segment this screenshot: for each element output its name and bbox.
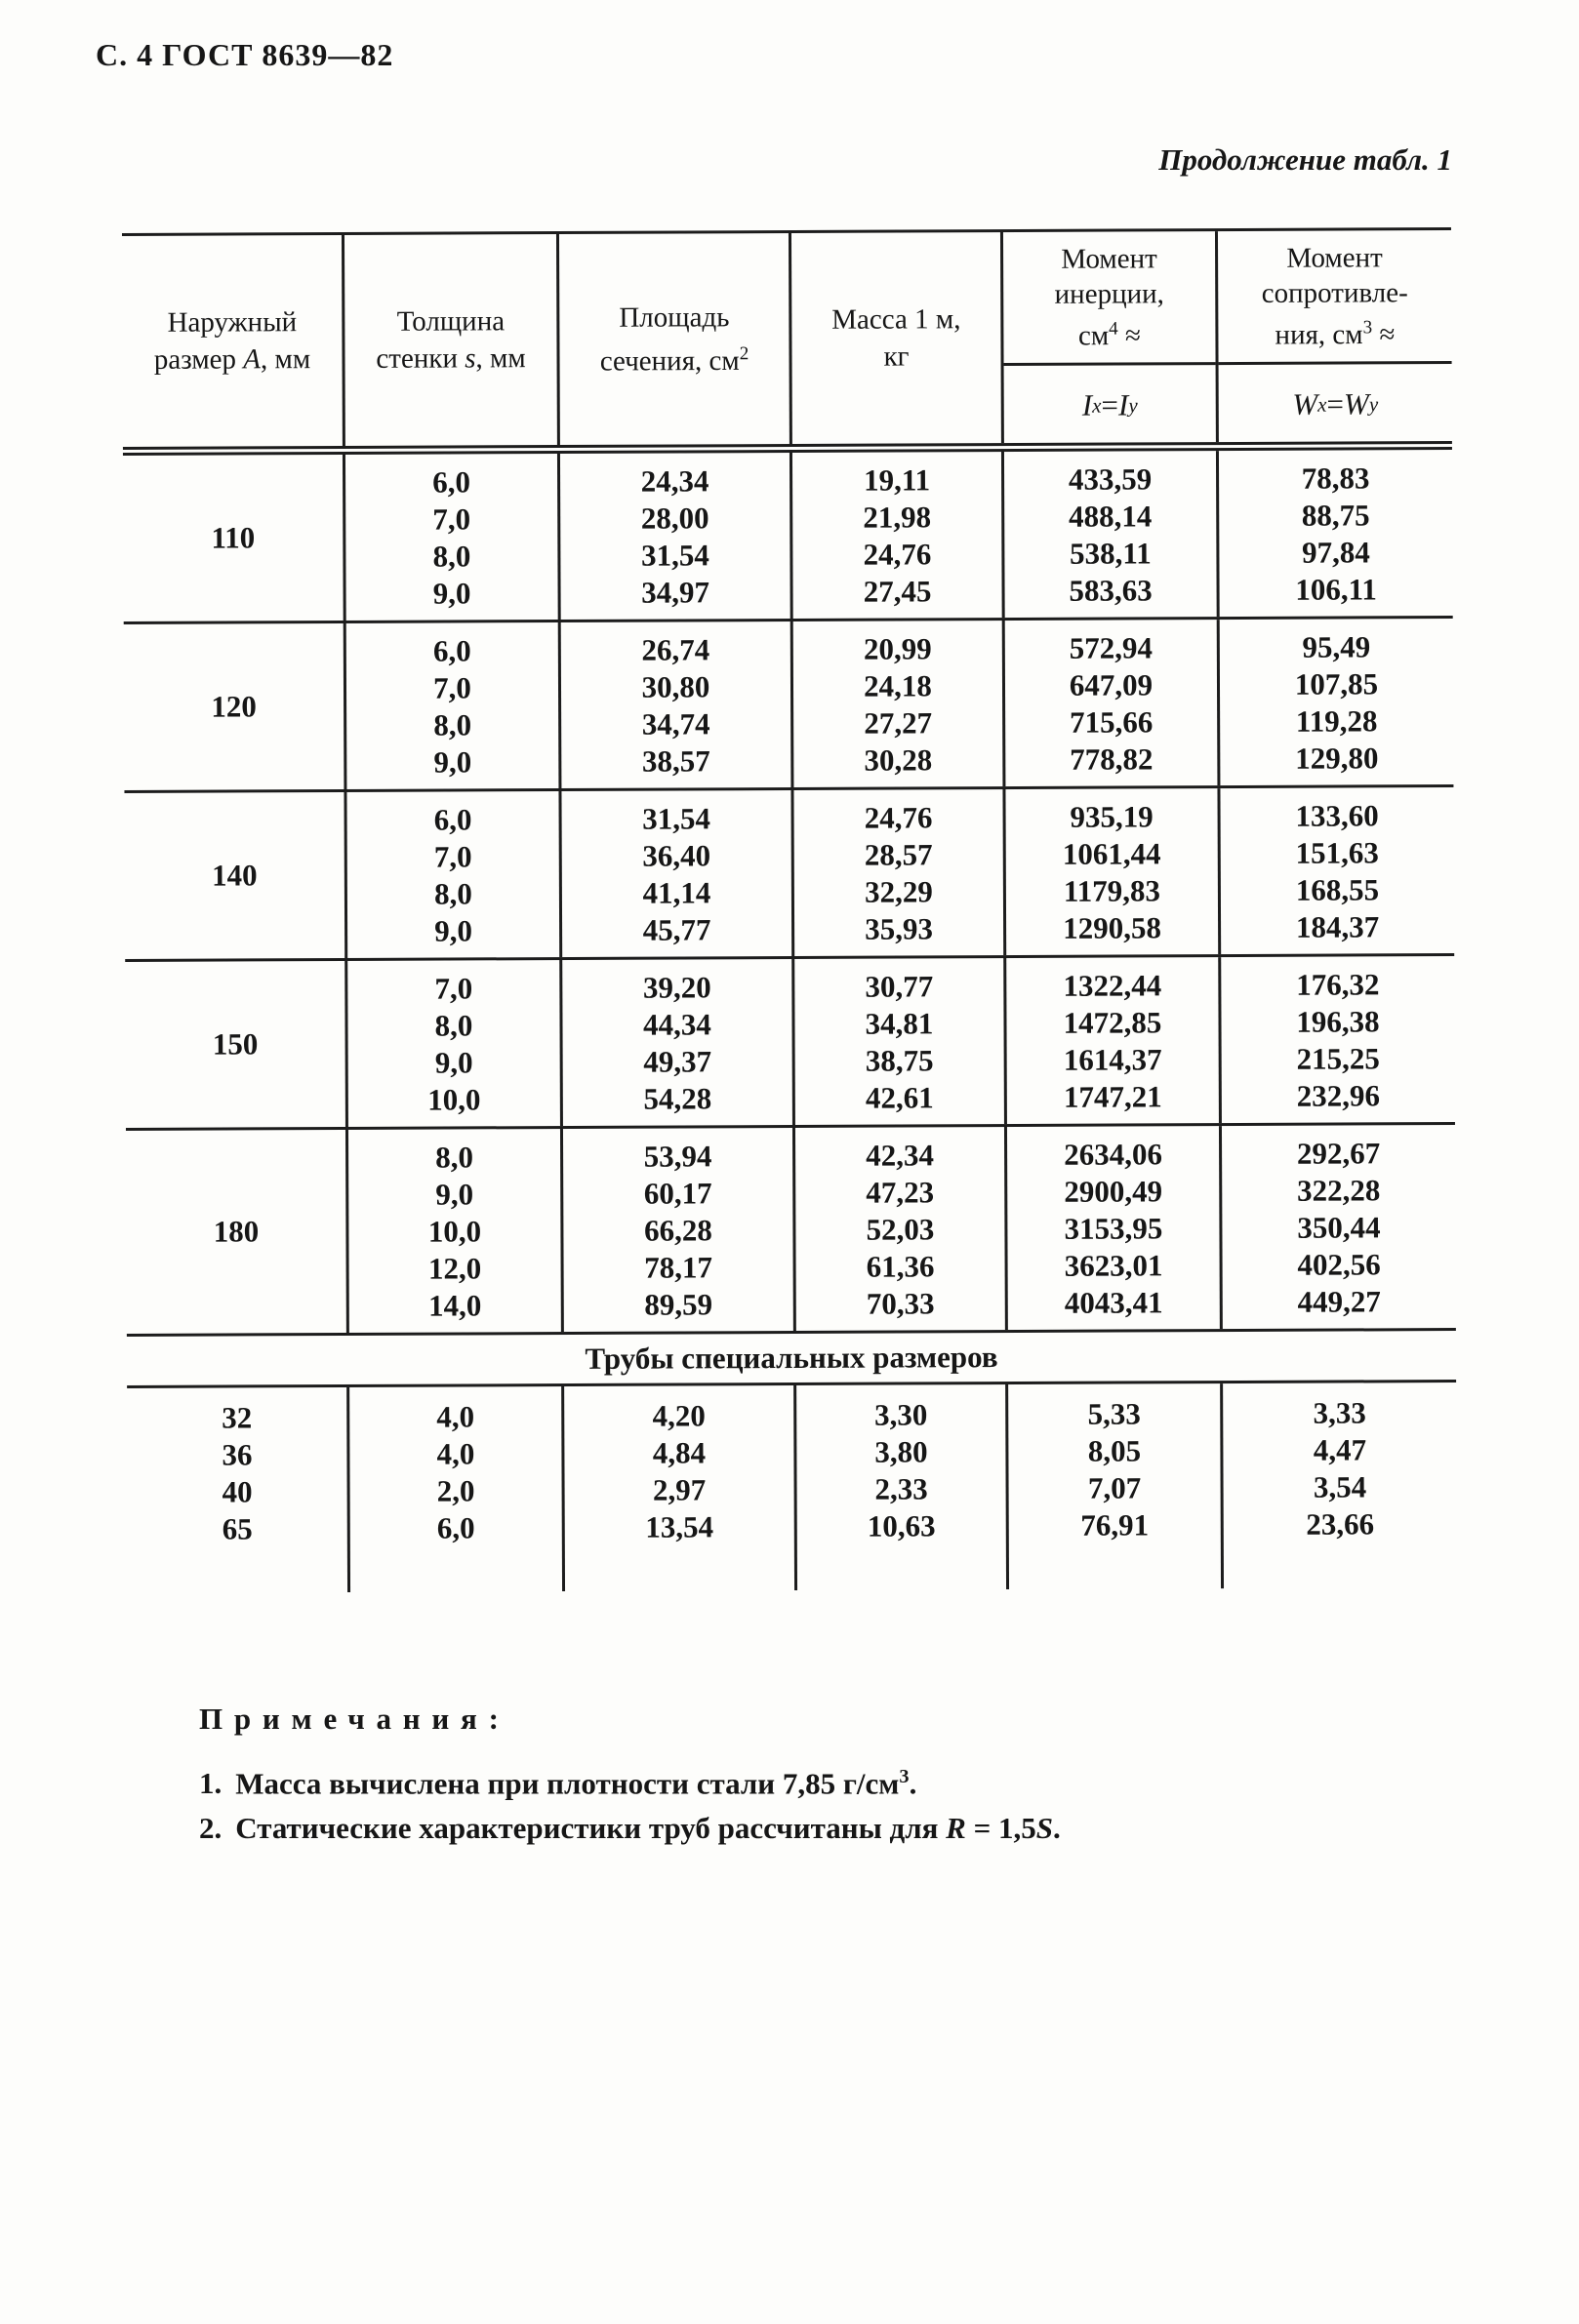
table-cell: 14,0 (428, 1288, 482, 1323)
table-cell: 34,74 (641, 706, 710, 741)
section-area-cells (559, 959, 792, 1126)
resistance-cells (1219, 1125, 1456, 1329)
table-cell: 89,59 (644, 1287, 713, 1322)
outer-size-cell: 110 (211, 520, 256, 555)
size-group-140 (124, 784, 1454, 959)
table-cell: 60,17 (643, 1176, 712, 1211)
table-cell: 38,57 (641, 743, 710, 779)
table-cell: 31,54 (642, 801, 711, 836)
special-sizes-section-title: Трубы специальных размеров (127, 1328, 1456, 1388)
table-cell: 2,97 (652, 1472, 707, 1507)
table-cell: 1472,85 (1063, 1005, 1162, 1040)
table-cell: 65 (222, 1511, 253, 1546)
table-cell: 42,34 (866, 1138, 935, 1173)
header-inertia-moment (1000, 231, 1216, 443)
table-cell: 2900,49 (1064, 1174, 1163, 1209)
table-cell: 24,34 (640, 463, 709, 499)
table-cell: 10,63 (867, 1508, 936, 1543)
table-cell: 119,28 (1295, 703, 1378, 739)
table-cell: 2634,06 (1064, 1137, 1163, 1172)
wall-thickness-cells (346, 1386, 562, 1592)
table-cell: 6,0 (432, 464, 471, 500)
pipe-dimensions-table (122, 227, 1457, 1593)
table-cell: 106,11 (1295, 572, 1377, 607)
table-cell: 7,0 (433, 839, 472, 874)
table-cell: 4,47 (1313, 1432, 1367, 1467)
table-cell: 39,20 (642, 970, 711, 1005)
table-cell: 778,82 (1070, 741, 1154, 777)
header-text: стенки s, мм (376, 342, 526, 375)
table-header-row (122, 227, 1452, 447)
table-cell: 488,14 (1069, 499, 1153, 534)
header-mass-per-meter (789, 232, 1001, 444)
table-cell: 10,0 (427, 1082, 481, 1117)
table-cell: 6,0 (436, 1510, 475, 1545)
inertia-cells (1004, 1126, 1220, 1330)
table-cell: 715,66 (1069, 704, 1154, 740)
table-cell: 28,00 (640, 501, 709, 536)
table-cell: 32 (222, 1400, 253, 1435)
inertia-cells (1002, 620, 1218, 786)
table-cell: 27,27 (864, 705, 933, 741)
table-cell: 61,36 (866, 1249, 935, 1284)
table-cell: 8,0 (433, 707, 472, 742)
table-cell: 3,30 (874, 1397, 928, 1432)
table-cell: 4,0 (436, 1399, 475, 1434)
table-cell: 583,63 (1069, 573, 1153, 608)
special-sizes-rows (127, 1382, 1457, 1593)
table-cell: 7,0 (434, 971, 473, 1006)
table-cell: 8,0 (435, 1140, 474, 1175)
table-cell: 433,59 (1068, 461, 1153, 497)
mass-cells (791, 958, 1004, 1125)
table-cell: 7,07 (1087, 1470, 1142, 1505)
table-cell: 24,76 (863, 537, 932, 572)
table-cell: 47,23 (866, 1175, 935, 1210)
table-continuation-caption: Продолжение табл. 1 (1158, 142, 1452, 177)
table-cell: 34,97 (641, 575, 710, 610)
wall-thickness-cells (344, 622, 559, 789)
table-cell: 36,40 (642, 838, 711, 873)
size-group-120 (124, 616, 1454, 790)
table-cell: 107,85 (1294, 666, 1379, 701)
table-cell: 20,99 (863, 631, 932, 666)
table-cell: 6,0 (433, 802, 472, 837)
header-wall-thickness (342, 234, 557, 446)
table-cell: 8,0 (432, 539, 471, 574)
resistance-cells (1217, 787, 1454, 954)
table-cell: 28,57 (864, 837, 933, 872)
table-cell: 151,63 (1295, 835, 1379, 870)
header-resistance-moment (1215, 230, 1452, 442)
table-cell: 184,37 (1295, 909, 1380, 944)
table-cell: 24,18 (864, 668, 932, 703)
table-cell: 572,94 (1069, 630, 1154, 665)
header-text: кг (883, 341, 910, 373)
table-cell: 24,76 (864, 800, 933, 835)
table-cell: 76,91 (1080, 1507, 1150, 1543)
table-cell: 1614,37 (1063, 1042, 1162, 1077)
table-cell: 88,75 (1301, 498, 1370, 533)
inertia-cells (1002, 788, 1218, 955)
inertia-cells (1003, 957, 1219, 1124)
table-cell: 215,25 (1296, 1041, 1380, 1076)
table-cell: 31,54 (640, 538, 709, 573)
table-cell: 9,0 (433, 744, 472, 780)
header-text: Площадь (619, 301, 730, 334)
table-cell: 19,11 (863, 462, 931, 498)
inertia-cells (1005, 1383, 1221, 1589)
table-cell: 6,0 (432, 633, 471, 668)
table-cell: 232,96 (1296, 1078, 1381, 1113)
table-cell: 168,55 (1295, 872, 1380, 907)
table-cell: 7,0 (433, 670, 471, 705)
table-cell: 13,54 (645, 1509, 714, 1544)
mass-cells (793, 1384, 1006, 1590)
table-cell: 26,74 (641, 632, 710, 667)
header-text: размер А, мм (153, 343, 311, 376)
resistance-cells (1218, 956, 1455, 1123)
table-cell: 66,28 (643, 1213, 712, 1248)
table-cell: 52,03 (866, 1212, 935, 1247)
outer-size-cells (127, 1387, 347, 1593)
table-cell: 1747,21 (1063, 1079, 1162, 1114)
header-inertia-formula: I x = I y (1081, 387, 1138, 422)
size-group-110 (123, 450, 1453, 621)
mass-cells (790, 789, 1003, 956)
table-cell: 8,0 (433, 876, 472, 911)
resistance-cells (1216, 450, 1453, 617)
section-area-cells (558, 621, 791, 788)
table-cell: 9,0 (434, 913, 473, 948)
notes-title: Примечания: (199, 1702, 510, 1736)
table-cell: 322,28 (1297, 1173, 1381, 1208)
wall-thickness-cells (344, 791, 559, 958)
table-cell: 4,20 (652, 1398, 706, 1433)
table-cell: 40 (222, 1474, 253, 1509)
table-cell: 34,81 (865, 1006, 934, 1041)
table-cell: 49,37 (643, 1044, 712, 1079)
table-cell: 176,32 (1296, 967, 1380, 1002)
header-outer-size (122, 235, 343, 447)
table-cell: 30,28 (864, 742, 933, 778)
table-cell: 1061,44 (1062, 836, 1161, 871)
outer-size-cell: 120 (211, 689, 257, 724)
notes-block (199, 1702, 1061, 1851)
table-cell: 21,98 (863, 500, 932, 535)
table-cell: 3153,95 (1064, 1211, 1163, 1246)
header-section-area (556, 233, 790, 445)
table-cell: 350,44 (1297, 1210, 1381, 1245)
table-cell: 8,05 (1087, 1433, 1142, 1468)
table-cell: 4,84 (652, 1435, 707, 1470)
table-cell: 5,33 (1087, 1396, 1141, 1431)
table-cell: 38,75 (865, 1043, 934, 1078)
table-cell: 402,56 (1297, 1247, 1381, 1282)
size-group-180 (126, 1122, 1456, 1334)
table-cell: 2,33 (874, 1471, 928, 1506)
header-text: Масса 1 м, (831, 303, 961, 336)
table-cell: 3,54 (1313, 1469, 1367, 1504)
section-area-cells (557, 453, 790, 620)
table-cell: 78,17 (644, 1250, 713, 1285)
table-cell: 3,80 (874, 1434, 928, 1469)
table-cell: 3623,01 (1064, 1248, 1163, 1283)
table-cell: 449,27 (1297, 1284, 1381, 1319)
table-cell: 10,0 (427, 1214, 482, 1249)
table-cell: 1290,58 (1063, 910, 1162, 945)
header-resistance-formula: W x = W y (1292, 386, 1379, 421)
table-cell: 133,60 (1295, 798, 1379, 833)
wall-thickness-cells (343, 454, 558, 621)
resistance-cells (1220, 1382, 1457, 1588)
table-cell: 1179,83 (1063, 873, 1161, 908)
table-cell: 647,09 (1069, 667, 1154, 702)
outer-size-cell: 180 (213, 1214, 260, 1249)
header-text: Момент инерции, $см^4$ ≈ (1003, 231, 1216, 366)
table-cell: 9,0 (432, 576, 471, 611)
section-area-cells (558, 790, 791, 957)
table-cell: 9,0 (434, 1045, 473, 1080)
table-cell: 7,0 (432, 501, 471, 537)
section-area-cells (560, 1128, 793, 1332)
page-header-gost-number: С. 4 ГОСТ 8639—82 (96, 37, 394, 72)
table-cell: 70,33 (866, 1286, 935, 1321)
table-cell: 45,77 (642, 912, 711, 947)
table-cell: 9,0 (435, 1177, 474, 1212)
table-cell: 196,38 (1296, 1004, 1380, 1039)
outer-size-cell: 140 (212, 858, 258, 893)
table-cell: 95,49 (1302, 629, 1371, 664)
note-2: 2. Статические характеристики труб рассчитаны для R = 1,5S. (199, 1811, 1061, 1846)
table-cell: 41,14 (642, 875, 711, 910)
wall-thickness-cells (345, 1129, 561, 1333)
table-cell: 32,29 (864, 874, 933, 909)
table-cell: 538,11 (1070, 536, 1152, 571)
table-cell: 30,80 (641, 669, 710, 704)
table-cell: 53,94 (643, 1139, 712, 1174)
table-cell: 4,0 (436, 1436, 475, 1471)
table-cell: 78,83 (1301, 461, 1370, 496)
table-cell: 54,28 (643, 1081, 712, 1116)
table-cell: 36 (222, 1437, 253, 1472)
table-cell: 2,0 (436, 1473, 475, 1508)
resistance-cells (1217, 619, 1454, 785)
table-cell: 12,0 (427, 1251, 482, 1286)
header-text: сечения, $см^2$ (599, 342, 749, 378)
table-cell: 3,33 (1313, 1395, 1366, 1430)
table-cell: 42,61 (865, 1080, 934, 1115)
table-cell: 129,80 (1295, 741, 1379, 776)
mass-cells (790, 621, 1003, 787)
outer-size-cell: 150 (212, 1026, 259, 1062)
wall-thickness-cells (344, 960, 560, 1127)
mass-cells (790, 452, 1002, 619)
size-group-150 (125, 953, 1455, 1128)
table-cell: 1322,44 (1063, 968, 1162, 1003)
table-cell: 935,19 (1070, 799, 1154, 834)
table-cell: 44,34 (643, 1007, 711, 1042)
header-text: Момент сопротивле- ния, $см^3$ ≈ (1218, 230, 1452, 365)
header-text: Толщина (396, 305, 506, 338)
table-cell: 8,0 (434, 1008, 473, 1043)
table-cell: 23,66 (1306, 1506, 1375, 1542)
table-cell: 292,67 (1296, 1136, 1381, 1171)
table-cell: 97,84 (1301, 535, 1370, 570)
table-cell: 35,93 (865, 911, 934, 946)
section-area-cells (561, 1385, 794, 1591)
inertia-cells (1001, 451, 1217, 618)
note-1: 1. Масса вычислена при плотности стали 7,85 $г/см^3$. (199, 1766, 917, 1801)
table-cell: 30,77 (865, 969, 934, 1004)
mass-cells (792, 1127, 1005, 1331)
table-cell: 4043,41 (1064, 1285, 1163, 1320)
header-text: Наружный (167, 306, 298, 339)
table-cell: 27,45 (863, 574, 932, 609)
